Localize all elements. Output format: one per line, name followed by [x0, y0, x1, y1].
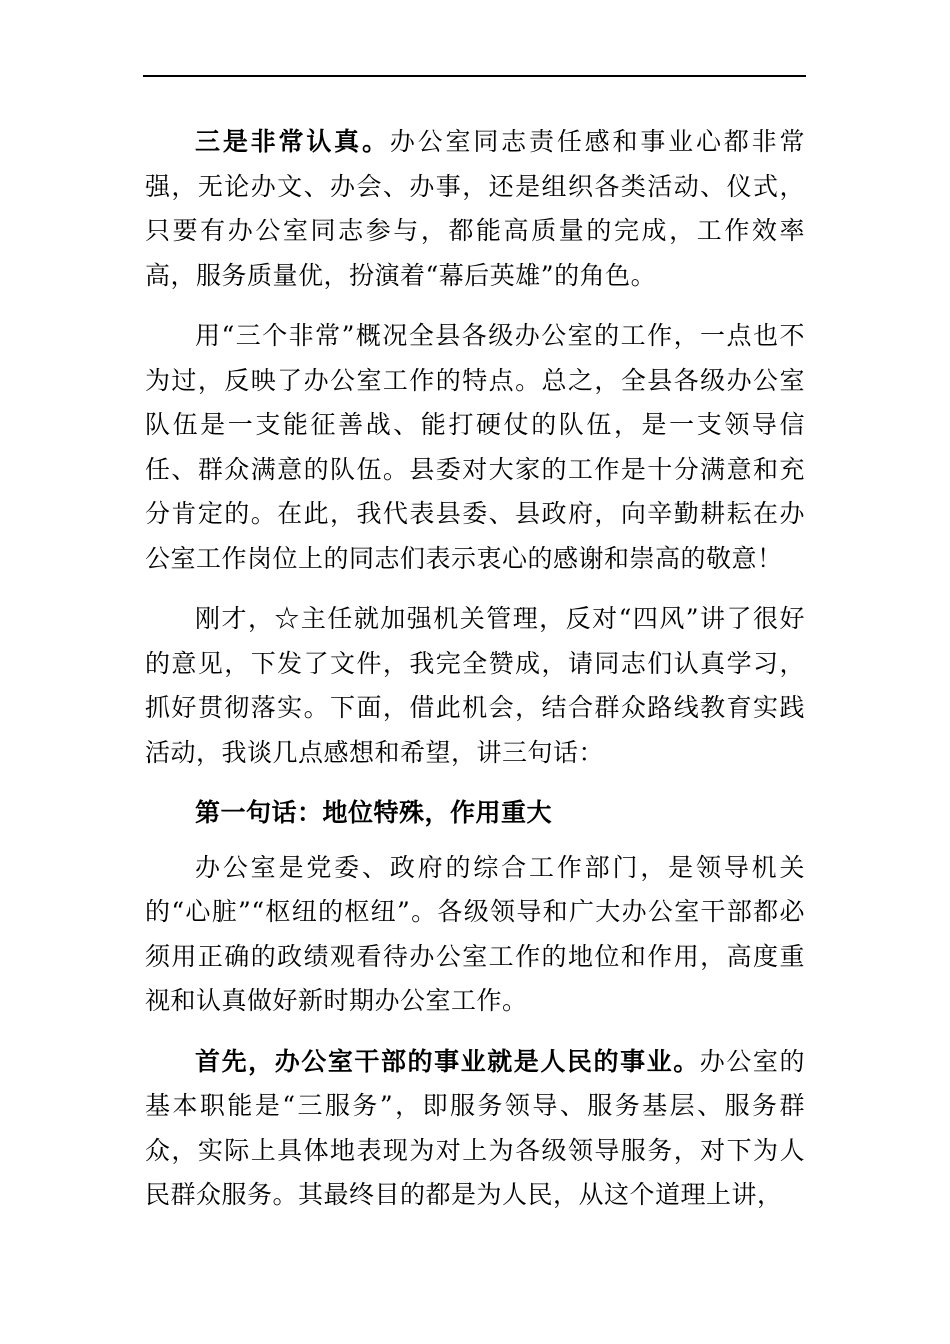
paragraph-3	[145, 597, 805, 775]
header-rule	[143, 75, 806, 77]
paragraph-1	[145, 120, 805, 298]
paragraph-5	[145, 1040, 805, 1218]
paragraph-1-text: 办公室同志责任感和事业心都非常强，无论办文、办会、办事，还是组织各类活动、仪式，只要有办公室同志参与，都能高质量的完成，工作效率高，服务质量优，扮演着“幕后英雄”的角色。	[145, 127, 805, 290]
paragraph-5-lead: 首先，办公室干部的事业就是人民的事业。	[195, 1046, 700, 1076]
paragraph-2	[145, 314, 805, 581]
section-heading: 第一句话：地位特殊，作用重大	[195, 798, 553, 827]
paragraph-3-text: 刚才，☆主任就加强机关管理，反对“四风”讲了很好的意见，下发了文件，我完全赞成，请同志们认真学习，抓好贯彻落实。下面，借此机会，结合群众路线教育实践活动，我谈几点感想和希望，讲三句话：	[145, 604, 805, 767]
paragraph-1-lead: 三是非常认真。	[195, 127, 390, 156]
paragraph-4-text: 办公室是党委、政府的综合工作部门，是领导机关的“心脏”“枢纽的枢纽”。各级领导和广大办公室干部都必须用正确的政绩观看待办公室工作的地位和作用，高度重视和认真做好新时期办公室工作。	[145, 852, 805, 1015]
paragraph-4	[145, 846, 805, 1024]
paragraph-5-text: 办公室的基本职能是“三服务”，即服务领导、服务基层、服务群众，实际上具体地表现为对上为各级领导服务，对下为人民群众服务。其最终目的都是为人民，从这个道理上讲，	[145, 1046, 805, 1209]
document-body	[145, 120, 805, 1234]
paragraph-2-text: 用“三个非常”概况全县各级办公室的工作，一点也不为过，反映了办公室工作的特点。总之，全县各级办公室队伍是一支能征善战、能打硬仗的队伍，是一支领导信任、群众满意的队伍。县委对大家的工作是十分满意和充分肯定的。在此，我代表县委、县政府，向辛勤耕耘在办公室工作岗位上的同志们表示衷心的感谢和崇高的敬意！	[145, 321, 805, 573]
